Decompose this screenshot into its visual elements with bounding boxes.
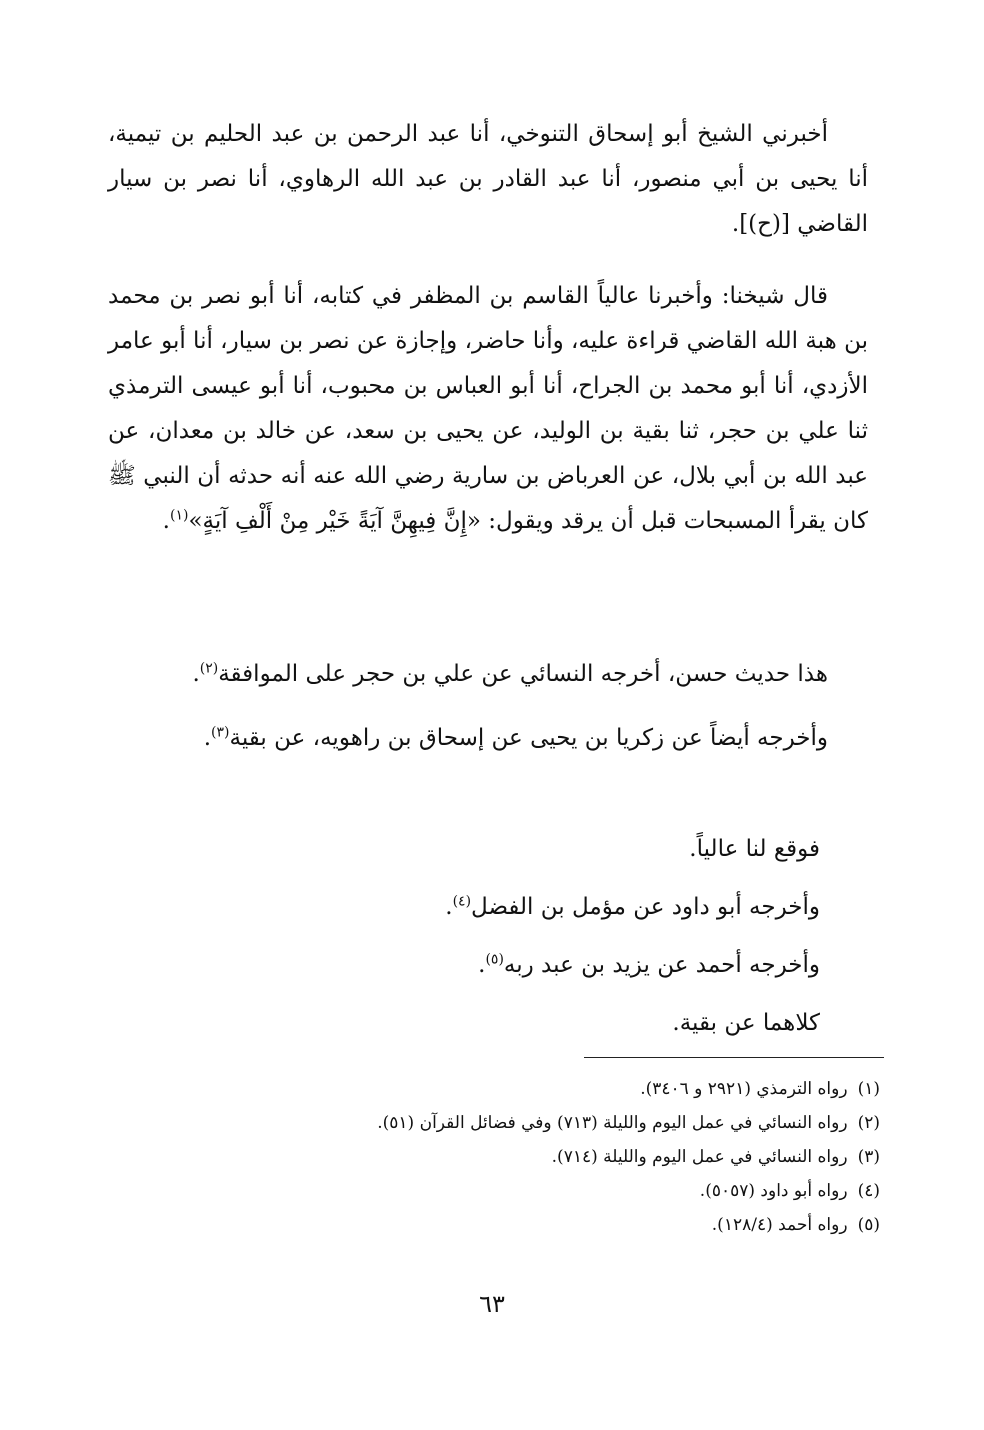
line-text: وأخرجه أحمد عن يزيد بن عبد ربه bbox=[503, 952, 820, 978]
footnote-text: رواه النسائي في عمل اليوم والليلة (٧١٤). bbox=[551, 1147, 848, 1167]
footnote-ref-2[interactable]: (٢) bbox=[199, 660, 219, 677]
paragraph-text: أخبرني الشيخ أبو إسحاق التنوخي، أنا عبد الرحمن بن عبد الحليم بن تيمية، أنا يحيى بن أبي منصور، أنا عبد القادر بن عبد الله الرهاوي، أنا نصر بن سيار القاضي [(ح)]. bbox=[108, 121, 868, 237]
footnote-text: رواه النسائي في عمل اليوم والليلة (٧١٣) وفي فضائل القرآن (٥١). bbox=[377, 1113, 848, 1133]
footnote-ref-3[interactable]: (٣) bbox=[211, 724, 230, 741]
footnote-text: رواه أحمد (١٢٨/٤). bbox=[711, 1215, 848, 1235]
paragraph-text bbox=[108, 716, 868, 761]
paragraph-end: . bbox=[203, 725, 212, 751]
footnote-text: رواه أبو داود (٥٠٥٧). bbox=[699, 1181, 848, 1201]
footnote-number: (١) bbox=[857, 1079, 880, 1099]
page-number: ٦٣ bbox=[479, 1290, 505, 1318]
paragraph-also-narrated bbox=[108, 716, 868, 761]
footnotes-list bbox=[120, 1072, 880, 1242]
footnote-ref-5[interactable]: (٥) bbox=[485, 951, 504, 968]
footnote-item bbox=[120, 1208, 880, 1242]
footnote-ref-4[interactable]: (٤) bbox=[452, 893, 472, 910]
line-elevated: فوقع لنا عالياً. bbox=[689, 836, 820, 862]
line-end: . bbox=[445, 894, 453, 920]
paragraph-grading bbox=[108, 652, 868, 697]
line-abu-dawud bbox=[220, 878, 820, 936]
footnote-divider bbox=[584, 1057, 884, 1058]
footnote-text: رواه الترمذي (٢٩٢١ و ٣٤٠٦). bbox=[640, 1079, 848, 1099]
paragraph-end: . bbox=[192, 661, 200, 687]
paragraph-body: وأخرجه أيضاً عن زكريا بن يحيى عن إسحاق بن راهويه، عن بقية bbox=[229, 725, 828, 751]
line-text: وأخرجه أبو داود عن مؤمل بن الفضل bbox=[471, 894, 820, 920]
paragraph-body: هذا حديث حسن، أخرجه النسائي عن علي بن حجر على الموافقة bbox=[218, 661, 828, 687]
paragraph-isnad-2 bbox=[108, 274, 868, 544]
paragraph-isnad-1 bbox=[108, 112, 868, 247]
footnote-number: (٥) bbox=[857, 1215, 880, 1235]
footnote-item bbox=[120, 1106, 880, 1140]
footnote-number: (٢) bbox=[857, 1113, 880, 1133]
paragraph-body: قال شيخنا: وأخبرنا عالياً القاسم بن المظفر في كتابه، أنا أبو نصر بن محمد بن هبة الله القاضي قراءة عليه، وأنا حاضر، وإجازة عن نصر بن سيار، أنا أبو عامر الأزدي، أنا أبو محمد بن الجراح، أنا أبو العباس بن محبوب، أنا أبو عيسى الترمذي ثنا علي بن حجر، ثنا بقية بن الوليد، عن يحيى بن سعد، عن خالد بن معدان، عن عبد الله بن أبي بلال، عن العرباض بن سارية رضي الله عنه أنه حدثه أن النبي ﷺ كان يقرأ المسبحات قبل أن يرقد ويقول: «إِنَّ فِيهِنَّ آيَةً خَيْر مِنْ أَلْفِ آيَةٍ» bbox=[108, 283, 868, 534]
paragraph-text bbox=[108, 274, 868, 544]
line-end: . bbox=[478, 952, 486, 978]
paragraph-end: . bbox=[162, 508, 170, 534]
short-lines-block bbox=[220, 820, 820, 1052]
footnote-ref-1[interactable]: (١) bbox=[169, 507, 189, 524]
footnote-number: (٣) bbox=[857, 1147, 880, 1167]
footnote-number: (٤) bbox=[857, 1181, 880, 1201]
paragraph-text bbox=[108, 652, 868, 697]
line-ahmad bbox=[220, 936, 820, 994]
footnote-item bbox=[120, 1072, 880, 1106]
footnote-item bbox=[120, 1174, 880, 1208]
footnote-item bbox=[120, 1140, 880, 1174]
line-both: كلاهما عن بقية. bbox=[672, 1010, 820, 1036]
